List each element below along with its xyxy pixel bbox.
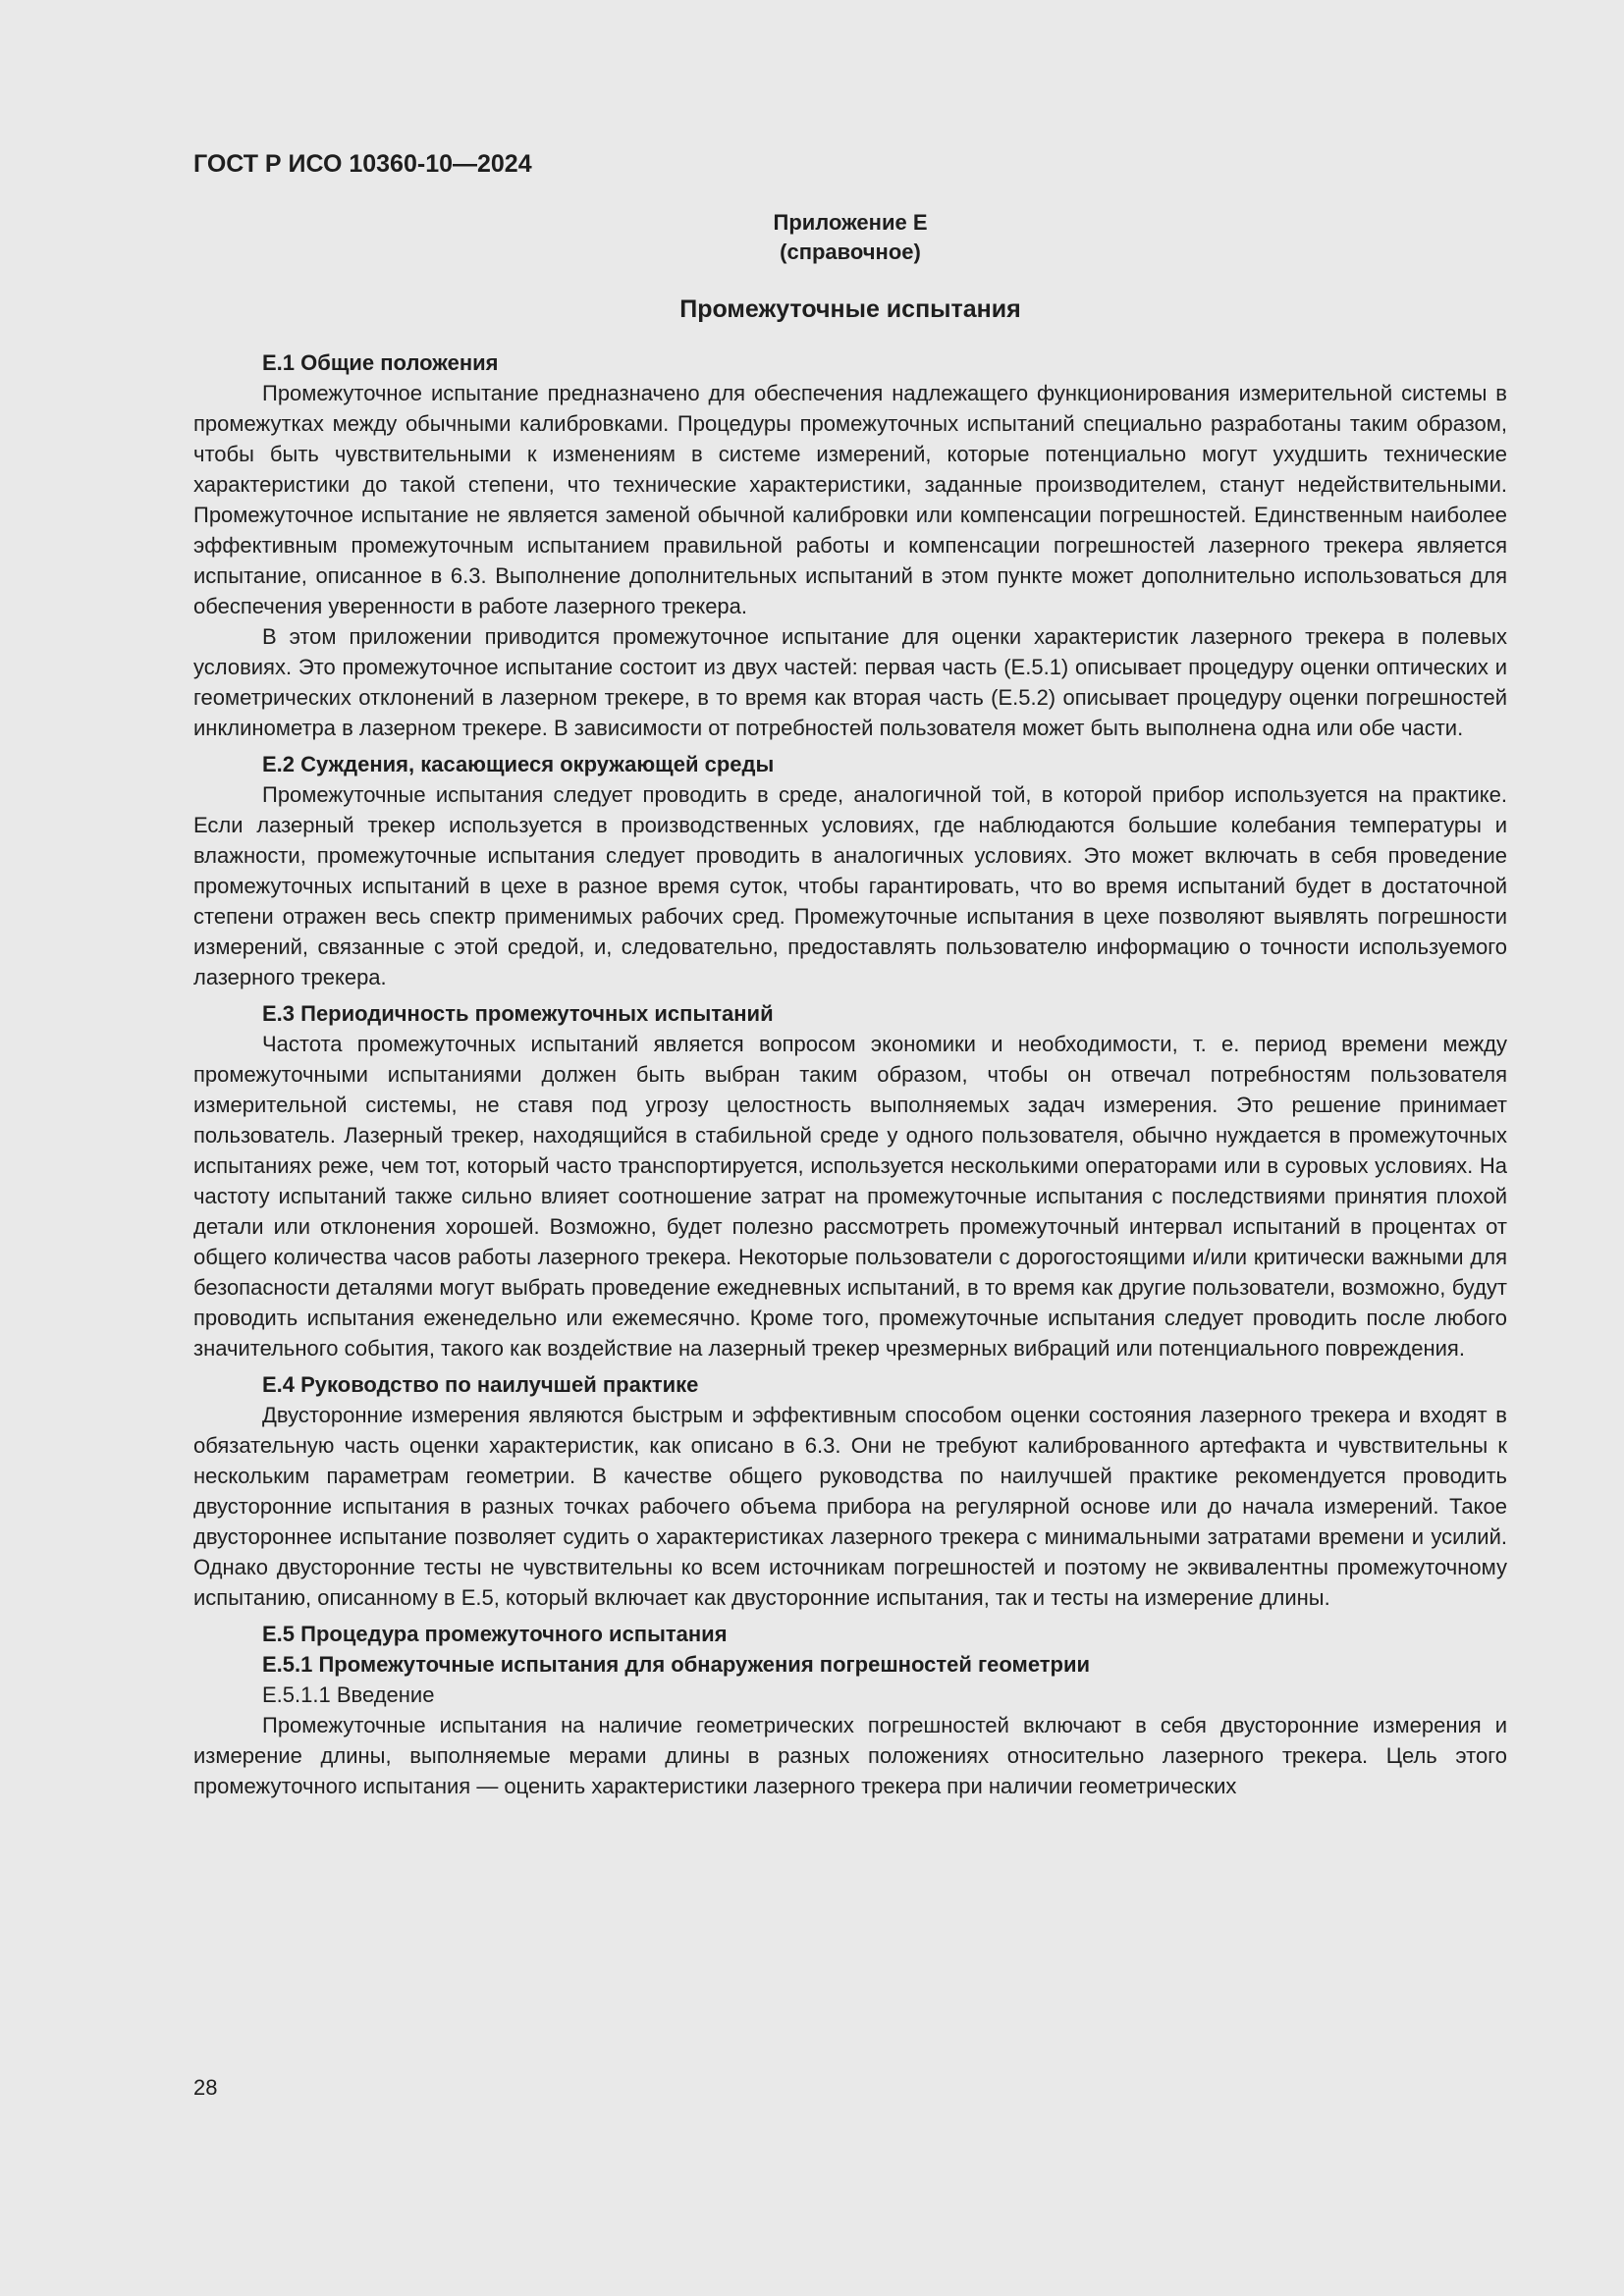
paragraph: Промежуточные испытания на наличие геометрических погрешностей включают в себя двусторонние измерения и измерение длины, выполняемые мерами длины в разных положениях относительно лазерного трекера. Цель этого промежуточного испытания — оценить характеристики лазерного трекера при наличии геометрических (193, 1713, 1507, 1798)
page-number: 28 (193, 2075, 218, 2100)
section-heading-e3: Е.3 Периодичность промежуточных испытаний (262, 1001, 774, 1026)
annex-label: Приложение Е (773, 210, 928, 235)
document-code: ГОСТ Р ИСО 10360-10—2024 (193, 150, 532, 178)
section-heading-e2: Е.2 Суждения, касающиеся окружающей среды (262, 752, 775, 776)
paragraph: Промежуточное испытание предназначено для обеспечения надлежащего функционирования измерительной системы в промежутках между обычными калибровками. Процедуры промежуточных испытаний специально разработаны таким образом, чтобы быть чувствительными к изменениям в системе измерений, которые потенциально могут ухудшить технические характеристики до такой степени, что технические характеристики, заданные производителем, станут недействительными. Промежуточное испытание не является заменой обычной калибровки или компенсации погрешностей. Единственным наиболее эффективным промежуточным испытанием правильной работы и компенсации погрешностей лазерного трекера является испытание, описанное в 6.3. Выполнение дополнительных испытаний в этом пункте может дополнительно использоваться для обеспечения уверенности в работе лазерного трекера. (193, 381, 1507, 618)
annex-title: Промежуточные испытания (679, 295, 1021, 323)
subsection-heading-e511: Е.5.1.1 Введение (262, 1682, 435, 1707)
section-heading-e4: Е.4 Руководство по наилучшей практике (262, 1372, 699, 1397)
paragraph: Частота промежуточных испытаний является вопросом экономики и необходимости, т. е. период времени между промежуточными испытаниями должен быть выбран таким образом, чтобы он отвечал потребностям пользователя измерительной системы, не ставя под угрозу целостность выполняемых задач измерения. Это решение принимает пользователь. Лазерный трекер, находящийся в стабильной среде у одного пользователя, обычно нуждается в промежуточных испытаниях реже, чем тот, который часто транспортируется, используется несколькими операторами или в суровых условиях. На частоту испытаний также сильно влияет соотношение затрат на промежуточные испытания с последствиями принятия плохой детали или отклонения хорошей. Возможно, будет полезно рассмотреть промежуточный интервал испытаний в процентах от общего количества часов работы лазерного трекера. Некоторые пользователи с дорогостоящими и/или критически важными для безопасности деталями могут выбрать проведение ежедневных испытаний, в то время как другие пользователи, возможно, будут проводить испытания еженедельно или ежемесячно. Кроме того, промежуточные испытания следует проводить после любого значительного события, такого как воздействие на лазерный трекер чрезмерных вибраций или потенциального повреждения. (193, 1032, 1507, 1361)
paragraph: Двусторонние измерения являются быстрым и эффективным способом оценки состояния лазерного трекера и входят в обязательную часть оценки характеристик, как описано в 6.3. Они не требуют калиброванного артефакта и чувствительны к нескольким параметрам геометрии. В качестве общего руководства по наилучшей практике рекомендуется проводить двусторонние испытания в разных точках рабочего объема прибора на регулярной основе или до начала измерений. Такое двустороннее испытание позволяет судить о характеристиках лазерного трекера с минимальными затратами времени и усилий. Однако двусторонние тесты не чувствительны ко всем источникам погрешностей и поэтому не эквивалентны промежуточному испытанию, описанному в Е.5, который включает как двусторонние испытания, так и тесты на измерение длины. (193, 1403, 1507, 1610)
section-heading-e5: Е.5 Процедура промежуточного испытания (262, 1622, 728, 1646)
paragraph: Промежуточные испытания следует проводить в среде, аналогичной той, в которой прибор используется на практике. Если лазерный трекер используется в производственных условиях, где наблюдаются большие колебания температуры и влажности, промежуточные испытания следует проводить в аналогичных условиях. Это может включать в себя проведение промежуточных испытаний в цехе в разное время суток, чтобы гарантировать, что во время испытаний будет в достаточной степени отражен весь спектр применимых рабочих сред. Промежуточные испытания в цехе позволяют выявлять погрешности измерений, связанные с этой средой, и, следовательно, предоставлять пользователю информацию о точности используемого лазерного трекера. (193, 782, 1507, 989)
section-heading-e1: Е.1 Общие положения (262, 350, 499, 375)
subsection-heading-e51: Е.5.1 Промежуточные испытания для обнаружения погрешностей геометрии (262, 1652, 1091, 1677)
paragraph: В этом приложении приводится промежуточное испытание для оценки характеристик лазерного трекера в полевых условиях. Это промежуточное испытание состоит из двух частей: первая часть (Е.5.1) описывает процедуру оценки оптических и геометрических отклонений в лазерном трекере, в то время как вторая часть (Е.5.2) описывает процедуру оценки погрешностей инклинометра в лазерном трекере. В зависимости от потребностей пользователя может быть выполнена одна или обе части. (193, 624, 1507, 740)
document-page (193, 147, 1507, 1801)
annex-status: (справочное) (780, 240, 921, 264)
